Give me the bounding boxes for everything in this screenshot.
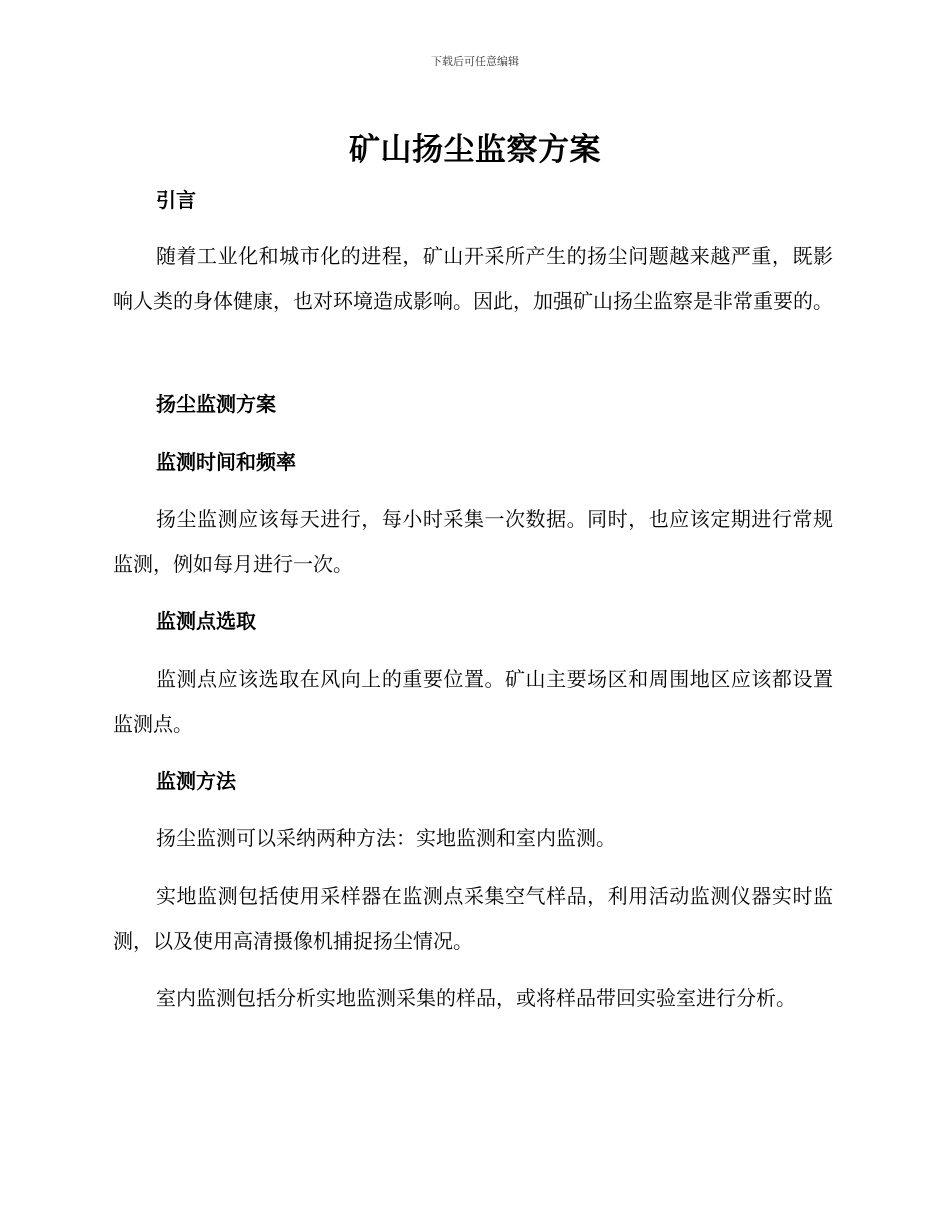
- method-paragraph-lab: 室内监测包括分析实地监测采集的样品，或将样品带回实验室进行分析。: [156, 986, 796, 1010]
- point-selection-heading: 监测点选取: [156, 609, 256, 633]
- plan-heading: 扬尘监测方案: [156, 392, 276, 416]
- document-title: 矿山扬尘监察方案: [349, 132, 601, 168]
- method-paragraph-field: 实地监测包括使用采样器在监测点采集空气样品，利用活动监测仪器实时监测，以及使用高清摄像机捕捉扬尘情况。: [113, 884, 833, 953]
- time-frequency-paragraph: 扬尘监测应该每天进行，每小时采集一次数据。同时，也应该定期进行常规监测，例如每月进行一次。: [113, 507, 833, 576]
- page-header-note: 下载后可任意编辑: [431, 55, 519, 68]
- point-selection-paragraph: 监测点应该选取在风向上的重要位置。矿山主要场区和周围地区应该都设置监测点。: [113, 667, 833, 736]
- intro-paragraph: 随着工业化和城市化的进程，矿山开采所产生的扬尘问题越来越严重，既影响人类的身体健康，也对环境造成影响。因此，加强矿山扬尘监察是非常重要的。: [113, 244, 833, 313]
- method-heading: 监测方法: [156, 769, 236, 793]
- method-paragraph-intro: 扬尘监测可以采纳两种方法：实地监测和室内监测。: [156, 826, 616, 850]
- intro-heading: 引言: [156, 188, 196, 212]
- time-frequency-heading: 监测时间和频率: [156, 450, 296, 474]
